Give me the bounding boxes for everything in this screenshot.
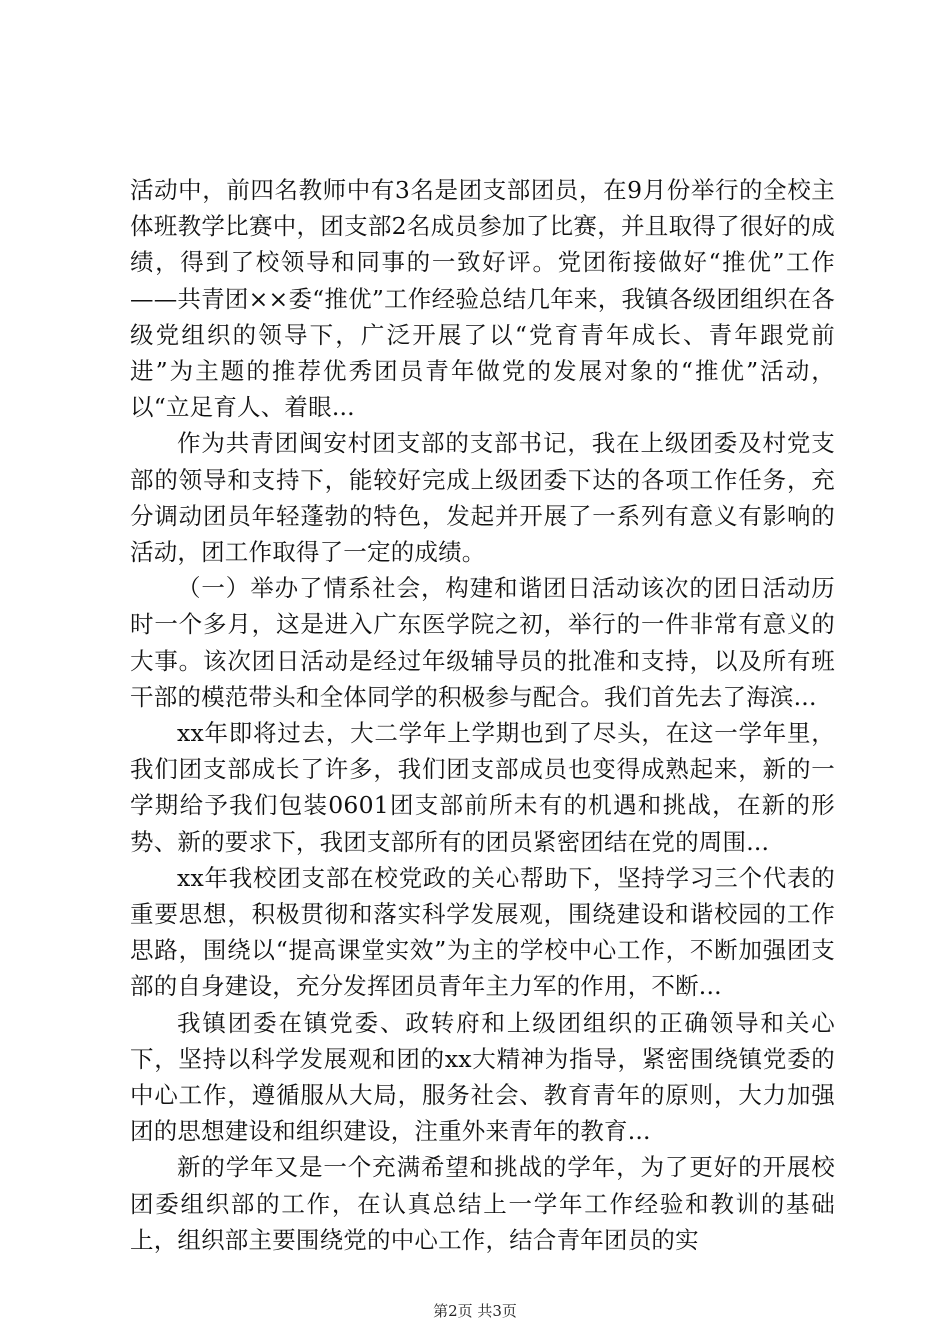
paragraph: 新的学年又是一个充满希望和挑战的学年，为了更好的开展校团委组织部的工作，在认真总结上一学年工作经验和教训的基础上，组织部主要围绕党的中心工作，结合青年团员的实 xyxy=(130,1153,835,1254)
paragraph: 活动中，前四名教师中有3名是团支部团员，在9月份举行的全校主体班教学比赛中，团支部2名成员参加了比赛，并且取得了很好的成绩，得到了校领导和同事的一致好评。党团衔接做好“推优”工作——共青团××委“推优”工作经验总结几年来，我镇各级团组织在各级党组织的领导下，广泛开展了以“党育青年成长、青年跟党前进”为主题的推荐优秀团员青年做党的发展对象的“推优”活动，以“立足育人、着眼... xyxy=(130,176,835,422)
document-body xyxy=(130,172,835,1258)
paragraph: 我镇团委在镇党委、政转府和上级团组织的正确领导和关心下，坚持以科学发展观和团的xx大精神为指导，紧密围绕镇党委的中心工作，遵循服从大局，服务社会、教育青年的原则，大力加强团的思想建设和组织建设，注重外来青年的教育... xyxy=(130,1008,835,1146)
page-number: 第2页 共3页 xyxy=(433,1302,517,1320)
page-footer xyxy=(0,1300,950,1321)
paragraph: xx年即将过去，大二学年上学期也到了尽头，在这一学年里，我们团支部成长了许多，我们团支部成员也变得成熟起来，新的一学期给予我们包装0601团支部前所未有的机遇和挑战，在新的形势、新的要求下，我团支部所有的团员紧密团结在党的周围... xyxy=(130,719,835,856)
paragraph: 作为共青团闽安村团支部的支部书记，我在上级团委及村党支部的领导和支持下，能较好完成上级团委下达的各项工作任务，充分调动团员年轻蓬勃的特色，发起并开展了一系列有意义有影响的活动，团工作取得了一定的成绩。 xyxy=(130,429,835,567)
paragraph: xx年我校团支部在校党政的关心帮助下，坚持学习三个代表的重要思想，积极贯彻和落实科学发展观，围绕建设和谐校园的工作思路，围绕以“提高课堂实效”为主的学校中心工作，不断加强团支部的自身建设，充分发挥团员青年主力军的作用，不断... xyxy=(130,863,835,1001)
paragraph: （一）举办了情系社会，构建和谐团日活动该次的团日活动历时一个多月，这是进入广东医学院之初，举行的一件非常有意义的大事。该次团日活动是经过年级辅导员的批准和支持，以及所有班干部的模范带头和全体同学的积极参与配合。我们首先去了海滨... xyxy=(130,574,835,711)
